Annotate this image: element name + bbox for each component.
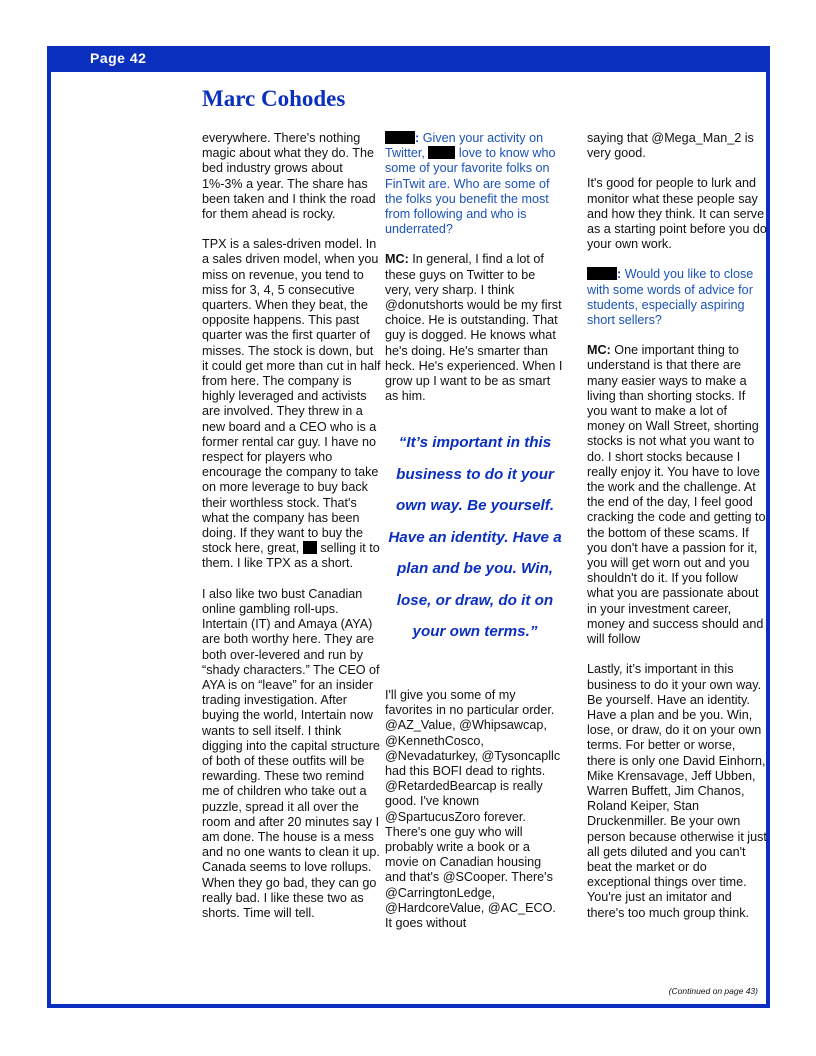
interview-answer: MC: One important thing to understand is that there are many easier ways to make a living than shorting stocks. If you want to make a lot of money on Wall Street, shorting stocks is not what you want to do. I short stocks because I really enjoy it. You have to love the work and the challenge. At the end of the day, I feel good cracking the code and getting to the bottom of these scams. If you don't have a passion for it, you will get worn out and you shouldn't do it. If you follow what you are passionate about in your investment career, money and success should and will follow: [587, 343, 766, 647]
pull-quote: “It’s important in this business to do it your own way. Be yourself. Have an identity. Have a plan and be you. Win, lose, or draw, do it on your own terms.”: [388, 434, 562, 641]
paragraph: Lastly, it’s important in this business to do it your own way. Be yourself. Have an identity. Have a plan and be you. Win, lose, or draw, do it on your own terms. For better or worse, there is only one David Einhorn, Mike Krensavage, Jeff Ubben, Warren Buffett, Jim Chanos, Roland Keiper, Stan Druckenmiller. Be your own person because otherwise it just all gets diluted and you can't beat the market or do exceptional things over time. You're just an imitator and there's too much group think.: [587, 662, 767, 920]
redaction-bar: [587, 267, 617, 280]
page-header-bar: [47, 46, 770, 72]
speaker-label: MC:: [587, 343, 611, 358]
redaction-bar: [428, 146, 455, 159]
paragraph: It's good for people to lurk and monitor what these people say and how they think. It can serve as a starting point before you do your own work.: [587, 176, 767, 252]
continued-note: (Continued on page 43): [668, 986, 758, 996]
paragraph: I also like two bust Canadian online gambling roll-ups. Intertain (IT) and Amaya (AYA) are both worthy here. They are both over-levered and run by “shady characters.” The CEO of AYA is on “leave” for an insider trading investigation. After buying the world, Intertain now wants to sell itself. I think digging into the capital structure of both of these outfits will be rewarding. These two remind me of children who take out a puzzle, spread it all over the room and after 20 minutes say I am done. The house is a mess and no one wants to clean it up. Canada seems to love rollups. When they go bad, they can go really bad. I like these two as shorts. Time will tell.: [202, 586, 380, 920]
article-title: Marc Cohodes: [202, 86, 346, 111]
speaker-label: MC:: [385, 252, 409, 267]
paragraph: I'll give you some of my favorites in no particular order. @AZ_Value, @Whipsawcap, @KennethCosco, @Nevadaturkey, @Tysoncapllc had this BOFI dead to rights. @RetardedBearcap is really good. I've known @SpartucusZoro forever. There's one guy who will probably write a book or a movie on Canadian housing and that's @SCooper. There's @CarringtonLedge, @HardcoreValue, @AC_ECO. It goes without: [385, 687, 561, 930]
redaction-bar: [303, 541, 317, 554]
column-1: [202, 131, 382, 936]
paragraph: TPX is a sales-driven model. In a sales driven model, when you miss on revenue, you tend to miss for 3, 4, 5 consecutive quarters. When they beat, the opposite happens. This past quarter was the first quarter of misses. The stock is down, but it could get more than cut in half from here. The company is highly leveraged and activists are involved. They threw in a new board and a CEO who is a former rental car guy. I have no respect for players who encourage the company to take on more leverage to buy back their worthless stock. That's what the company has been doing. If they want to buy the stock here, great, selling it to them. I like TPX as a short.: [202, 237, 381, 571]
interview-question: : Would you like to close with some words of advice for students, especially aspiring short sellers?: [587, 267, 754, 328]
column-3: [587, 131, 767, 936]
interview-question: : Given your activity on Twitter, love to know who some of your favorite folks on FinTwit are. Who are some of the folks you benefit the most from following and who is underrated?: [385, 131, 556, 237]
page-number: Page 42: [90, 50, 147, 66]
column-2: [385, 131, 565, 946]
paragraph: everywhere. There's nothing magic about what they do. The bed industry grows about 1%-3% a year. The share has been taken and I think the road for them ahead is rocky.: [202, 131, 376, 222]
redaction-bar: [385, 131, 415, 144]
paragraph: saying that @Mega_Man_2 is very good.: [587, 131, 754, 161]
interview-answer: MC: In general, I find a lot of these guys on Twitter to be very, very sharp. I think @donutshorts would be my first choice. He is outstanding. That guy is dogged. He knows what he's doing. He's smarter than heck. He's experienced. When I grow up I want to be as smart as him.: [385, 252, 563, 404]
